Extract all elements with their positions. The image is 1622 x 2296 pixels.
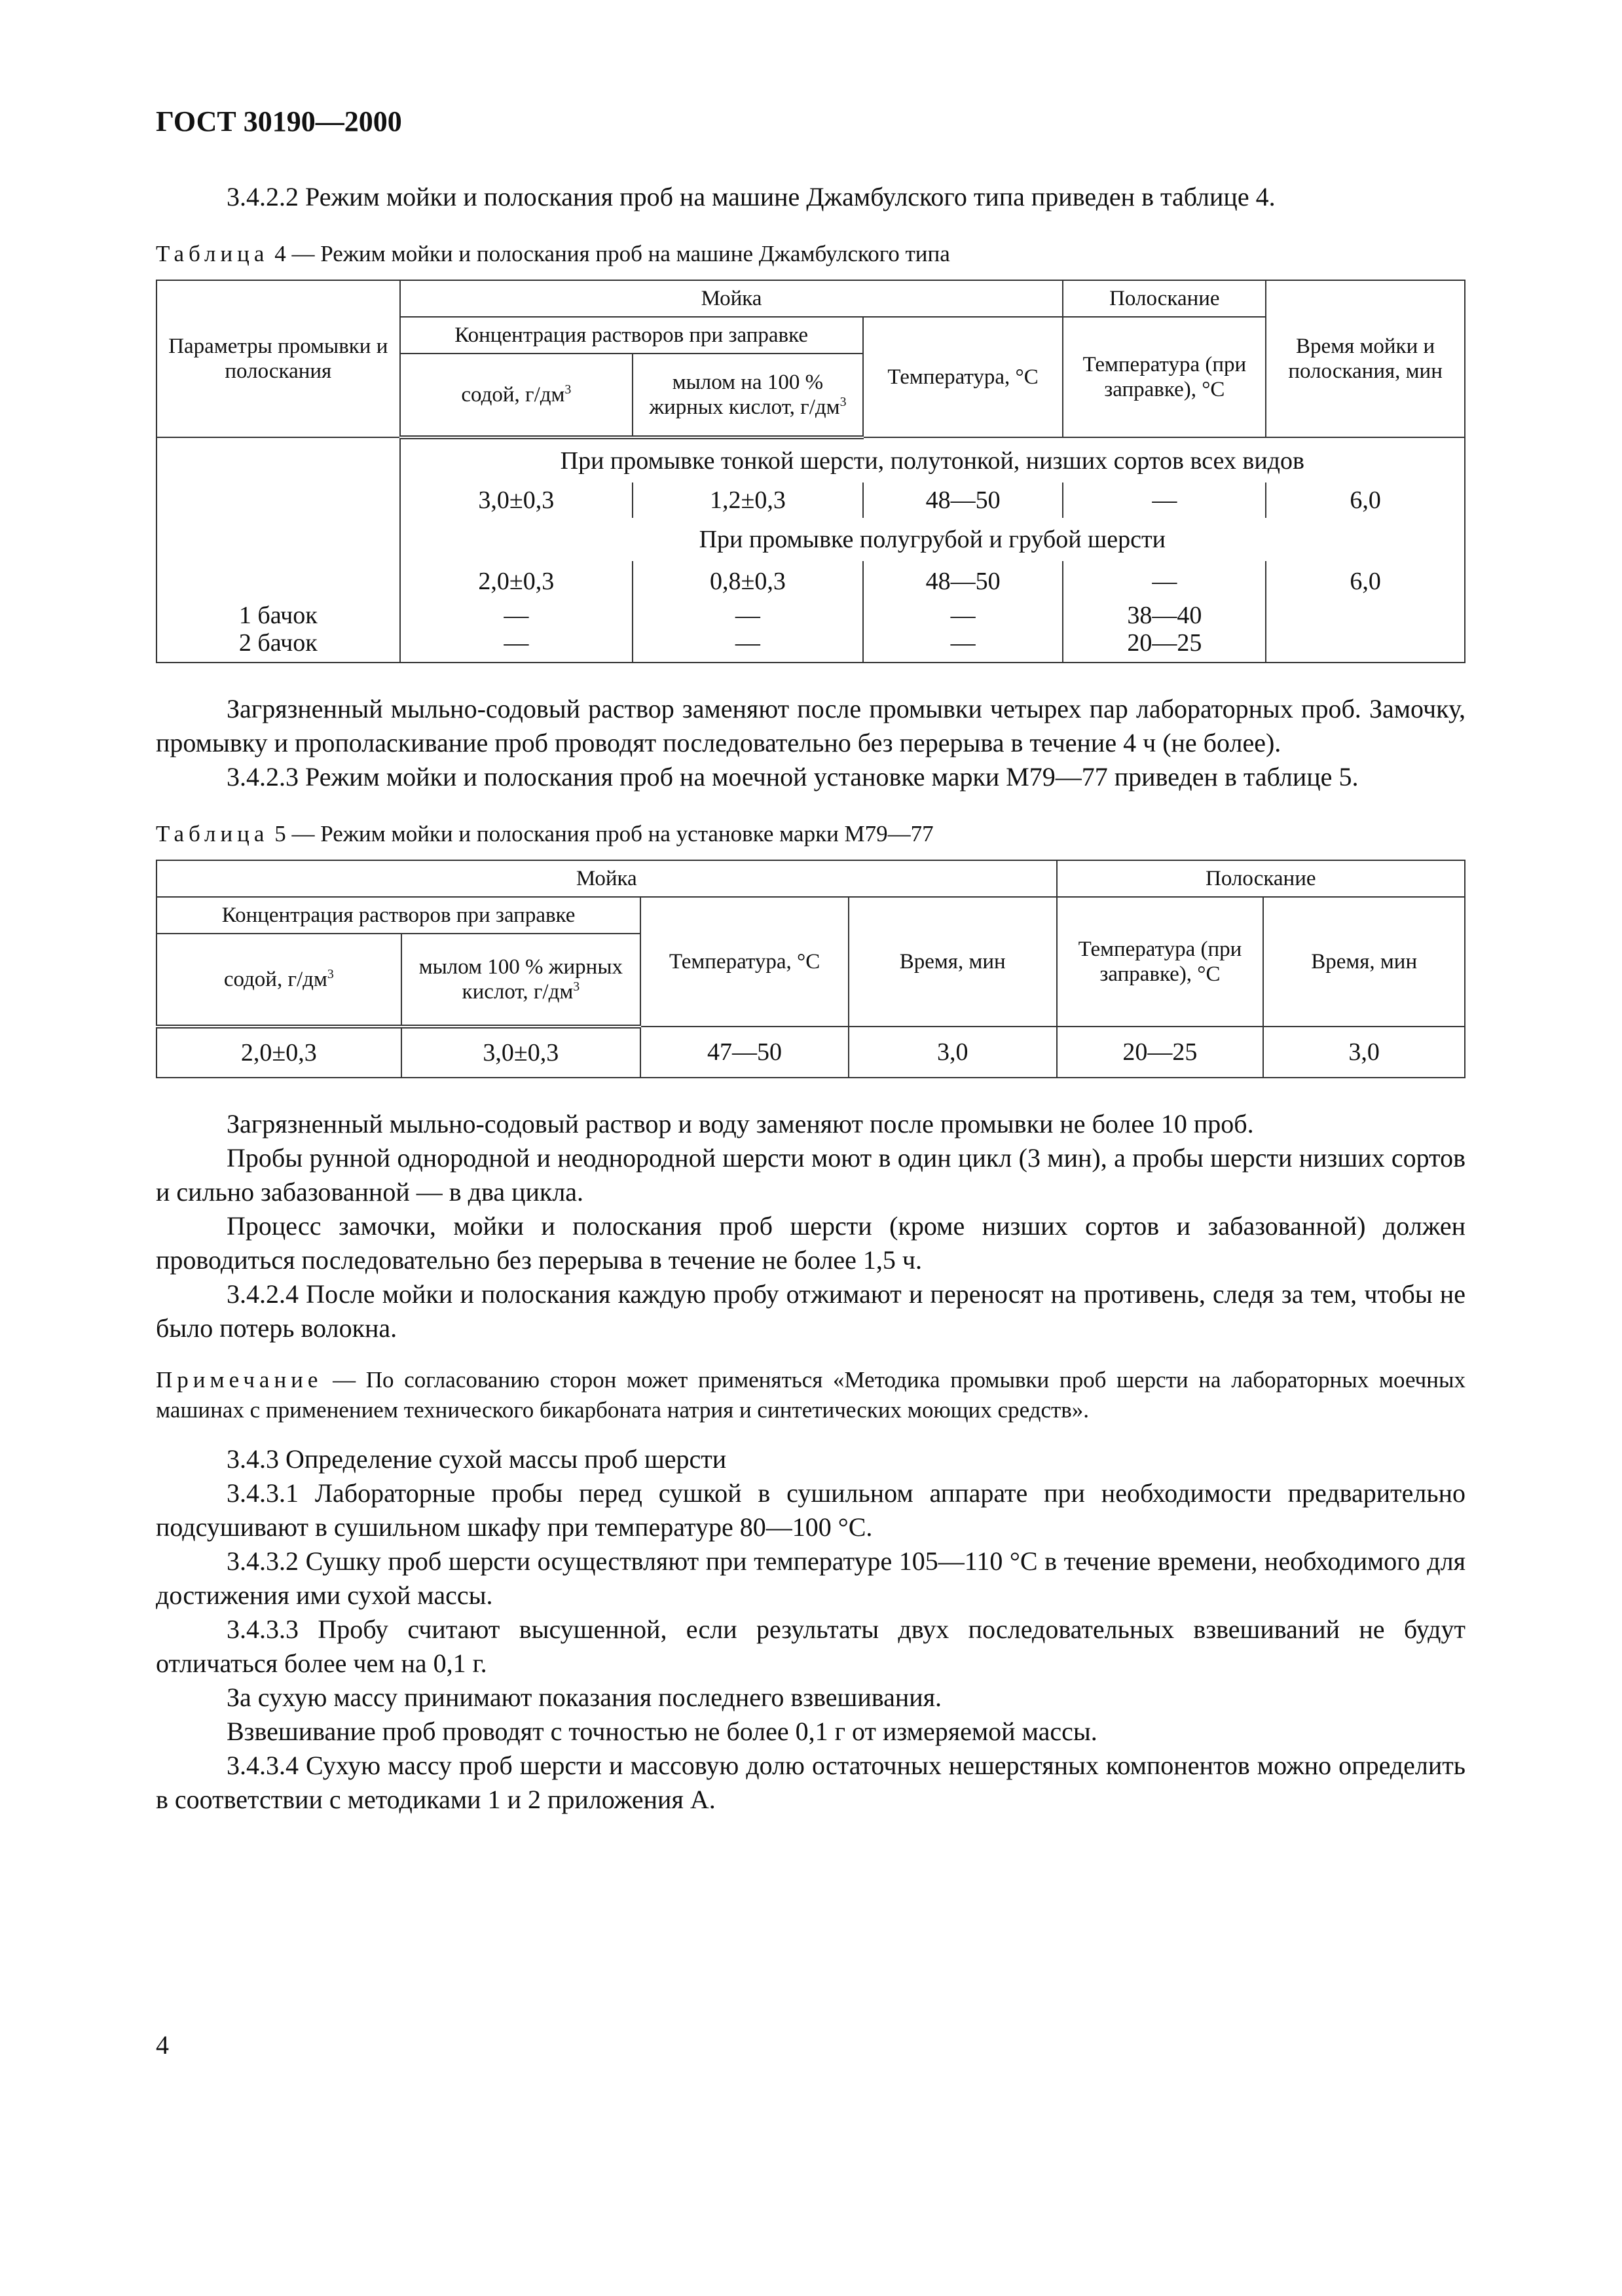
note (156, 1365, 1465, 1425)
table5-caption-label: Таблица (156, 821, 269, 847)
table4-caption (156, 239, 1465, 269)
t5-header-concentration: Концентрация растворов при заправке (157, 897, 640, 934)
table-5 (156, 860, 1465, 1078)
table5-caption-text: 5 — Режим мойки и полоскания проб на установке марки М79—77 (268, 821, 934, 847)
paragraph-3-4-2-3: 3.4.2.3 Режим мойки и полоскания проб на моечной установке марки М79—77 приведен в таблице 5. (227, 762, 1359, 792)
t4-row1-soda: 3,0±0,3 (400, 483, 633, 518)
paragraph-dry-mass: За сухую массу принимают показания последнего взвешивания. (227, 1683, 942, 1712)
t4-row1-rtemp: — (1063, 483, 1266, 518)
t5-header-rinse: Полоскание (1057, 860, 1465, 897)
document-page (156, 105, 1465, 1817)
table5-caption (156, 819, 1465, 849)
paragraph-3-4-2-4: 3.4.2.4 После мойки и полоскания каждую пробу отжимают и переносят на противень, следя за тем, чтобы не было потерь волокна. (156, 1279, 1465, 1343)
paragraph-wash-cycles: Пробы рунной однородной и неоднородной шерсти моют в один цикл (3 мин), а пробы шерсти низших сортов и сильно забазованной — в два цикла. (156, 1143, 1465, 1207)
paragraph-weighing: Взвешивание проб проводят с точностью не более 0,1 г от измеряемой массы. (227, 1717, 1097, 1746)
paragraph-3-4-2-2: 3.4.2.2 Режим мойки и полоскания проб на машине Джамбулского типа приведен в таблице 4. (227, 182, 1276, 211)
table4-caption-label: Таблица (156, 241, 269, 266)
t4-row4-soda: — (400, 629, 633, 663)
t4-section-2: При промывке полугрубой и грубой шерсти (400, 518, 1465, 561)
table-4 (156, 280, 1465, 663)
t5-header-time: Время, мин (849, 897, 1057, 1027)
t4-header-rinse: Полоскание (1063, 280, 1266, 317)
t4-row1-param (157, 483, 400, 518)
heading-3-4-3: 3.4.3 Определение сухой массы проб шерсти (227, 1444, 727, 1474)
t4-header-wash: Мойка (400, 280, 1063, 317)
t4-row1-time: 6,0 (1266, 483, 1465, 518)
page-number: 4 (156, 2030, 169, 2060)
t4-row4-temp: — (863, 629, 1063, 663)
t4-header-params: Параметры промывки и полоскания (157, 280, 400, 437)
t5-header-rinse-time: Время, мин (1263, 897, 1465, 1027)
paragraph-soap-replace: Загрязненный мыльно-содовый раствор заменяют после промывки четырех пар лабораторных проб. Замочку, промывку и прополаскивание проб проводят последовательно без перерыва в течение 4 ч (не более). (156, 694, 1465, 757)
t4-header-time: Время мойки и полоскания, мин (1266, 280, 1465, 437)
t4-row4-rtemp: 20—25 (1063, 629, 1266, 663)
t5-header-wash: Мойка (157, 860, 1057, 897)
t5-row-rtemp: 20—25 (1057, 1027, 1264, 1078)
t4-header-rinse-temp: Температура (при заправке), °С (1063, 317, 1266, 437)
paragraph-3-4-3-3: 3.4.3.3 Пробу считают высушенной, если результаты двух последовательных взвешиваний не будут отличаться более чем на 0,1 г. (156, 1614, 1465, 1678)
t4-row2-soda: 2,0±0,3 (400, 561, 633, 602)
t5-row-temp: 47—50 (640, 1027, 849, 1078)
t4-header-temp: Температура, °С (863, 317, 1063, 437)
t4-header-soda: содой, $г/дм^3$ (400, 354, 633, 437)
t4-row2-param (157, 561, 400, 602)
paragraph-water-replace: Загрязненный мыльно-содовый раствор и воду заменяют после промывки не более 10 проб. (227, 1109, 1254, 1139)
t4-row2-time: 6,0 (1266, 561, 1465, 602)
t4-row3-time (1266, 602, 1465, 629)
t5-header-soap: мылом 100 % жирных кислот, $г/дм^3$ (401, 934, 641, 1027)
paragraph-process-time: Процесс замочки, мойки и полоскания проб шерсти (кроме низших сортов и забазованной) должен проводиться последовательно без перерыва в течение не более 1,5 ч. (156, 1211, 1465, 1275)
t4-row4-param: 2 бачок (157, 629, 400, 663)
t5-header-rinse-temp: Температура (при заправке), °С (1057, 897, 1264, 1027)
t4-row1-temp: 48—50 (863, 483, 1063, 518)
t4-row3-param: 1 бачок (157, 602, 400, 629)
t5-row-soap: 3,0±0,3 (401, 1027, 641, 1078)
t5-header-soda: содой, $г/дм^3$ (157, 934, 401, 1027)
t4-param-empty-2 (157, 518, 400, 561)
t4-row1-soap: 1,2±0,3 (633, 483, 863, 518)
table4-caption-text: 4 — Режим мойки и полоскания проб на машине Джамбулского типа (268, 241, 950, 266)
t4-row2-temp: 48—50 (863, 561, 1063, 602)
t4-header-soap: мылом на 100 % жирных кислот, $г/дм^3$ (633, 354, 863, 437)
t4-row2-rtemp: — (1063, 561, 1266, 602)
t4-row4-time (1266, 629, 1465, 663)
t5-row-soda: 2,0±0,3 (157, 1027, 401, 1078)
t4-header-concentration: Концентрация растворов при заправке (400, 317, 863, 354)
standard-header: ГОСТ 30190—2000 (156, 105, 402, 137)
t4-section-1: При промывке тонкой шерсти, полутонкой, низших сортов всех видов (400, 437, 1465, 483)
t5-header-temp: Температура, °С (640, 897, 849, 1027)
t4-row3-soda: — (400, 602, 633, 629)
t4-row3-soap: — (633, 602, 863, 629)
t4-param-empty (157, 437, 400, 483)
note-text: — По согласованию сторон может применяться «Методика промывки проб шерсти на лабораторных моечных машинах с применением технического бикарбоната натрия и синтетических моющих средств». (156, 1367, 1465, 1423)
t4-row3-rtemp: 38—40 (1063, 602, 1266, 629)
paragraph-3-4-3-1: 3.4.3.1 Лабораторные пробы перед сушкой в сушильном аппарате при необходимости предварительно подсушивают в сушильном шкафу при температуре 80—100 °С. (156, 1478, 1465, 1542)
t5-row-time: 3,0 (849, 1027, 1057, 1078)
t4-row2-soap: 0,8±0,3 (633, 561, 863, 602)
note-label: Примечание (156, 1367, 323, 1393)
paragraph-3-4-3-4: 3.4.3.4 Сухую массу проб шерсти и массовую долю остаточных нешерстяных компонентов можно определить в соответствии с методиками 1 и 2 приложения А. (156, 1751, 1465, 1814)
paragraph-3-4-3-2: 3.4.3.2 Сушку проб шерсти осуществляют при температуре 105—110 °С в течение времени, необходимого для достижения ими сухой массы. (156, 1546, 1465, 1610)
t4-row3-temp: — (863, 602, 1063, 629)
t4-row4-soap: — (633, 629, 863, 663)
t5-row-rtime: 3,0 (1263, 1027, 1465, 1078)
